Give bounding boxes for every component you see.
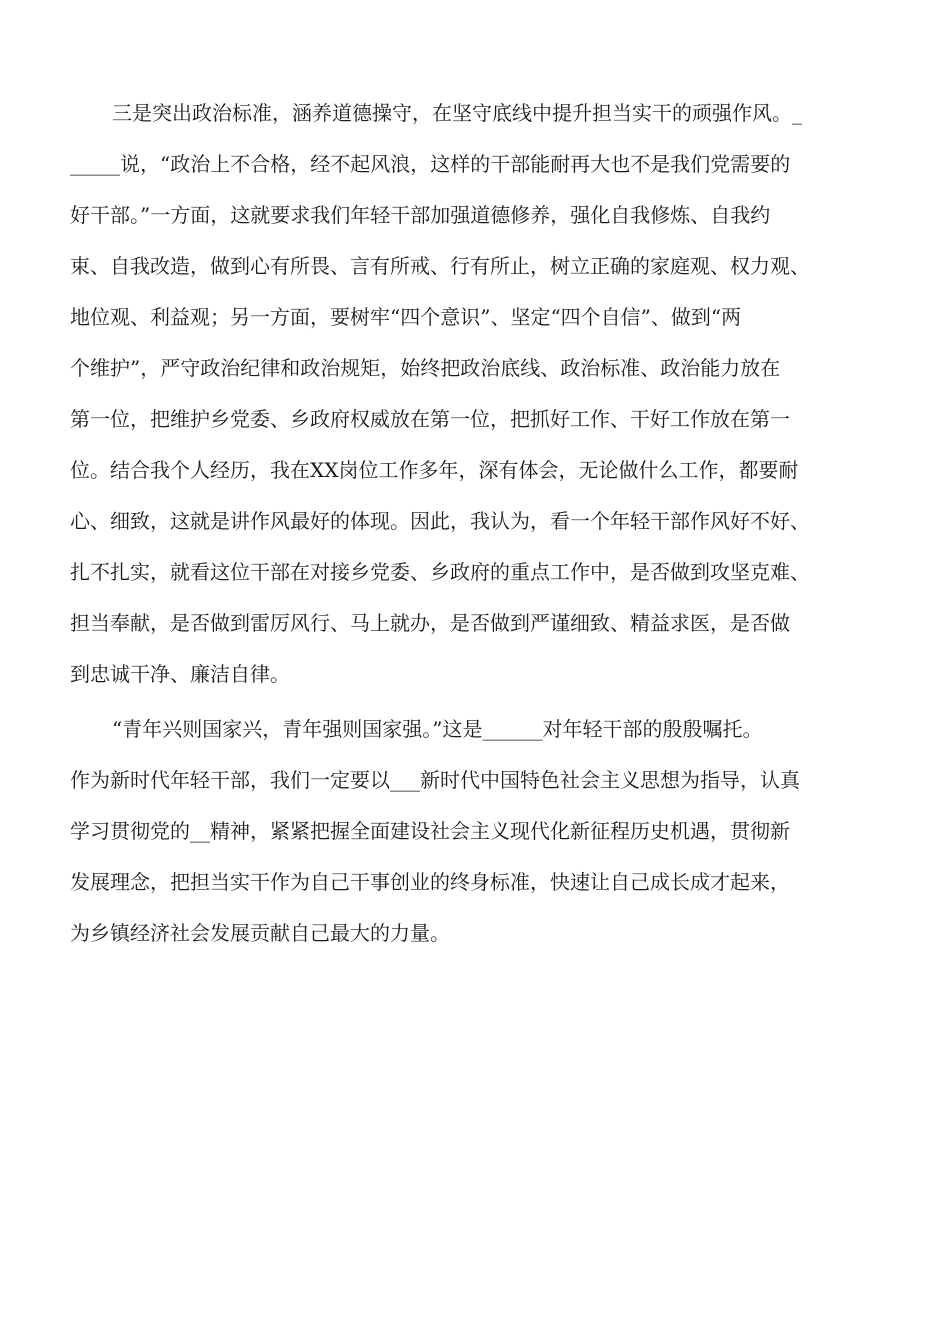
text-line: 三是突出政治标准，涵养道德操守，在坚守底线中提升担当实干的顽强作风。_ (112, 101, 802, 125)
paragraph-youth-mission (70, 704, 885, 959)
text-line: 好干部。”一方面，这就要求我们年轻干部加强道德修养，强化自我修炼、自我约 (70, 203, 771, 227)
text-line: 束、自我改造，做到心有所畏、言有所戒、行有所止，树立正确的家庭观、权力观、 (70, 254, 810, 278)
document-body (70, 88, 885, 959)
text-line: “青年兴则国家兴，青年强则国家强。”这是______对年轻干部的殷殷嘱托。 (112, 717, 763, 741)
text-line: 心、细致，这就是讲作风最好的体现。因此，我认为，看一个年轻干部作风好不好、 (70, 509, 810, 533)
text-line: 地位观、利益观；另一方面，要树牢“四个意识”、坚定“四个自信”、做到“两 (70, 305, 742, 329)
text-line: 为乡镇经济社会发展贡献自己最大的力量。 (70, 921, 450, 945)
text-line: 担当奉献，是否做到雷厉风行、马上就办，是否做到严谨细致、精益求医，是否做 (70, 611, 790, 635)
text-line: 扎不扎实，就看这位干部在对接乡党委、乡政府的重点工作中，是否做到攻坚克难、 (70, 560, 810, 584)
text-line: 学习贯彻党的__精神，紧紧把握全面建设社会主义现代化新征程历史机遇，贯彻新 (70, 819, 790, 843)
paragraph-political-standards (70, 88, 885, 700)
text-line: _____说，“政治上不合格，经不起风浪，这样的干部能耐再大也不是我们党需要的 (70, 152, 791, 176)
text-line: 到忠诚干净、廉洁自律。 (70, 662, 290, 686)
text-line: 作为新时代年轻干部，我们一定要以___新时代中国特色社会主义思想为指导，认真 (70, 768, 800, 792)
text-line: 位。结合我个人经历，我在XX岗位工作多年，深有体会，无论做什么工作，都要耐 (70, 458, 799, 482)
text-line: 第一位，把维护乡党委、乡政府权威放在第一位，把抓好工作、干好工作放在第一 (70, 407, 790, 431)
text-line: 发展理念，把担当实干作为自己干事创业的终身标准，快速让自己成长成才起来， (70, 870, 790, 894)
text-line: 个维护”，严守政治纪律和政治规矩，始终把政治底线、政治标准、政治能力放在 (70, 356, 781, 380)
